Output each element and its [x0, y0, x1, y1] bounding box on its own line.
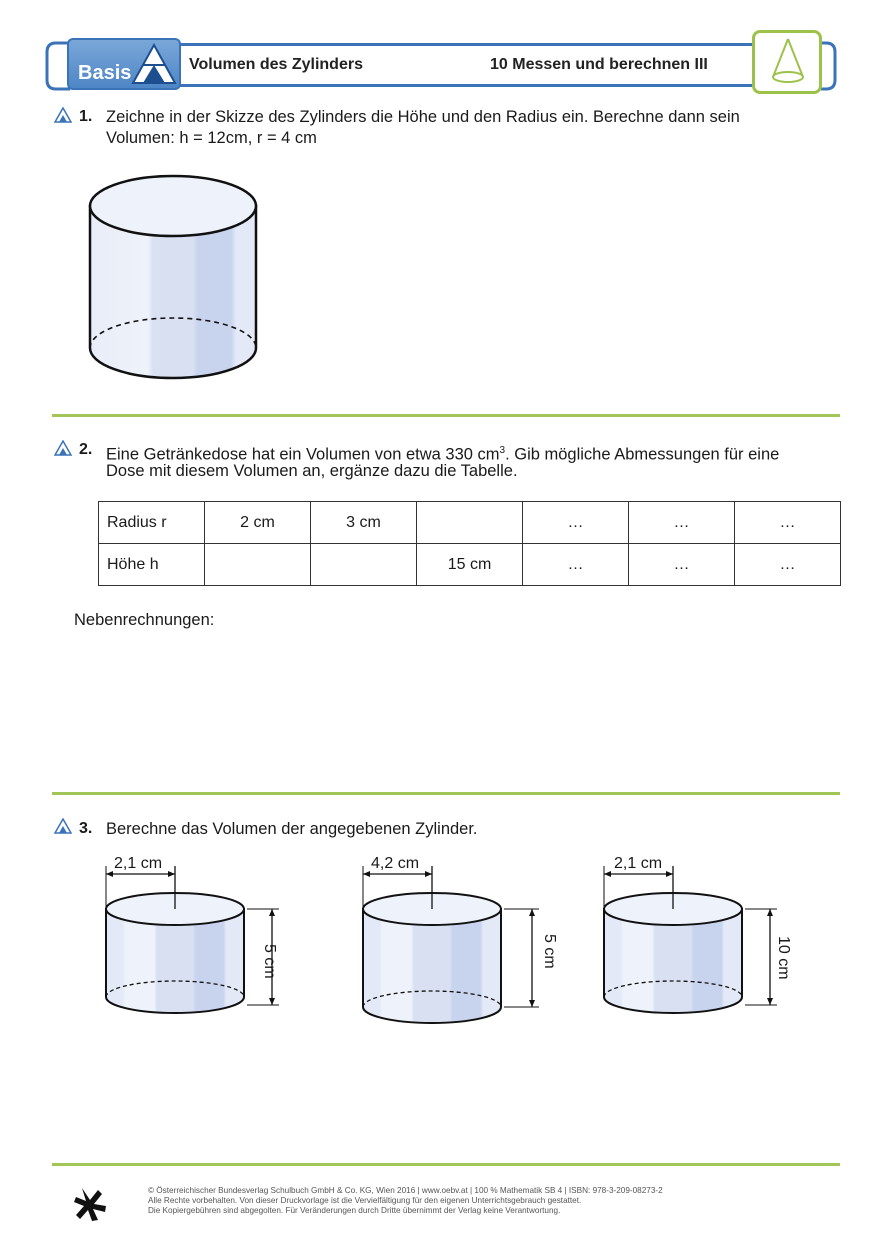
table-cell: Höhe h [99, 544, 205, 586]
cylinder-2-height-label: 5 cm [541, 934, 558, 969]
footer-line-2: Alle Rechte vorbehalten. Von dieser Druckvorlage ist die Vervielfältigung für den eigenen Unterrichtsgebrauch gestattet. [148, 1196, 582, 1205]
page-title: Volumen des Zylinders [189, 56, 363, 73]
table-cell: … [523, 544, 629, 586]
task-1-number: 1. [79, 108, 93, 125]
table-cell: … [629, 544, 735, 586]
separator-3 [52, 1163, 840, 1166]
task-2-text-b: . Gib mögliche Abmessungen für eine [505, 445, 780, 464]
cylinder-figure-1 [96, 852, 306, 1032]
difficulty-icon [54, 107, 72, 123]
task-3-text: Berechne das Volumen der angegebenen Zylinder. [106, 820, 478, 838]
task-2-number: 2. [79, 441, 93, 458]
header-bottom-line [180, 84, 752, 87]
separator-1 [52, 414, 840, 417]
table-cell: 2 cm [205, 502, 311, 544]
cylinder-1-radius-label: 2,1 cm [114, 855, 163, 872]
cylinder-sketch [82, 170, 266, 382]
copyright-notice [148, 1186, 663, 1216]
difficulty-icon [54, 818, 72, 834]
cylinder-figure-2 [353, 852, 563, 1032]
basis-label: Basis [78, 62, 132, 84]
separator-2 [52, 792, 840, 795]
publisher-logo-icon [72, 1186, 108, 1222]
footer-line-3: Die Kopiergebühren sind abgegolten. Für Veränderungen durch Dritte übernimmt der Verlag keine Verantwortung. [148, 1206, 561, 1215]
cylinder-2-radius-label: 4,2 cm [371, 855, 420, 872]
header-top-line [180, 43, 752, 46]
table-row [99, 544, 841, 586]
task-2-text-line2: Dose mit diesem Volumen an, ergänze dazu die Tabelle. [106, 462, 518, 480]
table-cell: 15 cm [417, 544, 523, 586]
difficulty-icon [54, 440, 72, 456]
task-2-superscript: 3 [499, 445, 506, 456]
table-cell [417, 502, 523, 544]
dimensions-table [98, 501, 841, 586]
table-cell [311, 544, 417, 586]
table-cell: … [523, 502, 629, 544]
cylinder-3-radius-label: 2,1 cm [614, 855, 663, 872]
cone-icon [752, 30, 822, 94]
cylinder-3-height-label: 10 cm [775, 936, 792, 980]
basis-badge [67, 38, 181, 90]
table-cell: … [629, 502, 735, 544]
table-row [99, 502, 841, 544]
task-1-text-line2: Volumen: h = 12cm, r = 4 cm [106, 129, 317, 147]
table-cell: … [735, 544, 841, 586]
footer-line-1: © Österreichischer Bundesverlag Schulbuch GmbH & Co. KG, Wien 2016 | www.oebv.at | 100 % Mathematik SB 4 | ISBN: 978-3-209-08273-2 [148, 1186, 663, 1195]
task-2-text-a: Eine Getränkedose hat ein Volumen von etwa 330 cm [106, 445, 500, 464]
cylinder-figure-3 [594, 852, 804, 1032]
table-cell: … [735, 502, 841, 544]
cylinder-1-height-label: 5 cm [261, 944, 278, 979]
task-1-text-line1: Zeichne in der Skizze des Zylinders die Höhe und den Radius ein. Berechne dann sein [106, 108, 740, 126]
table-cell [205, 544, 311, 586]
table-cell: Radius r [99, 502, 205, 544]
chapter-title: 10 Messen und berechnen III [490, 56, 708, 73]
table-cell: 3 cm [311, 502, 417, 544]
basis-triangle-icon [131, 43, 177, 85]
task-3-number: 3. [79, 820, 93, 837]
side-calculations-label: Nebenrechnungen: [74, 611, 215, 629]
